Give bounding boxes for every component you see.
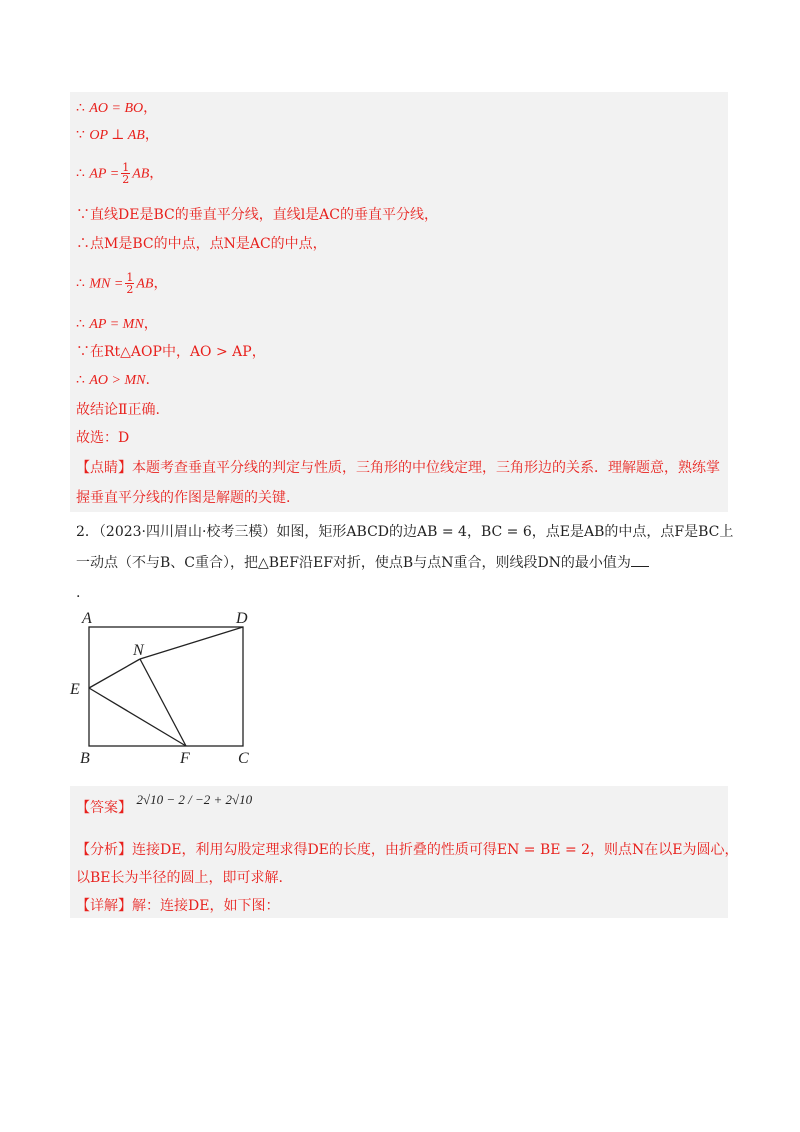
label-e: E bbox=[70, 681, 80, 698]
solution-line: 【点睛】本题考查垂直平分线的判定与性质，三角形的中位线定理，三角形边的关系．理解题意，熟练掌 bbox=[76, 460, 720, 476]
question-line: 2．（2023·四川眉山·校考三模）如图，矩形ABCD的边AB = 4，BC = 6，点E是AB的中点，点F是BC上 bbox=[76, 524, 734, 540]
solution-line: ∵ OP ⊥ AB， bbox=[76, 127, 159, 143]
answer-line: 【答案】 2√10 − 2 / −2 + 2√10 bbox=[76, 792, 253, 816]
analysis-line: 以BE长为半径的圆上，即可求解. bbox=[76, 870, 283, 886]
answer-blank bbox=[631, 554, 649, 567]
segment-nd bbox=[140, 627, 243, 659]
label-b: B bbox=[80, 750, 90, 767]
solution-line: 故结论Ⅱ正确. bbox=[76, 402, 160, 418]
label-d: D bbox=[236, 610, 248, 627]
solution-line: ∴ AP = $\frac{1}{2}$ AB， bbox=[76, 161, 164, 186]
solution-line: ∵直线DE是BC的垂直平分线，直线l是AC的垂直平分线， bbox=[76, 207, 439, 223]
solution-line: ∴点M是BC的中点，点N是AC的中点， bbox=[76, 236, 327, 252]
fraction: $\frac{1}{2}$ bbox=[126, 271, 134, 296]
solution-line: ∴ AP = MN， bbox=[76, 316, 158, 332]
geometry-figure bbox=[60, 605, 280, 770]
solution-line: 握垂直平分线的作图是解题的关键. bbox=[76, 490, 291, 506]
segment-en bbox=[89, 659, 140, 688]
detail-line: 【详解】解：连接DE，如下图： bbox=[76, 898, 280, 914]
label-n: N bbox=[133, 642, 144, 659]
solution-line: ∵在Rt△AOP中，AO > AP， bbox=[76, 344, 266, 360]
rectangle-abcd bbox=[89, 627, 243, 746]
label-f: F bbox=[180, 750, 190, 767]
label-a: A bbox=[82, 610, 92, 627]
question-line: 一动点（不与B、C重合），把△BEF沿EF对折，使点B与点N重合，则线段DN的最小值为 bbox=[76, 553, 649, 573]
solution-line: ∴ AO = BO， bbox=[76, 100, 158, 116]
solution-line: ∴ AO > MN. bbox=[76, 372, 150, 388]
question-line: . bbox=[76, 585, 81, 601]
fraction: $\frac{1}{2}$ bbox=[122, 161, 130, 186]
solution-line: ∴ MN = $\frac{1}{2}$ AB， bbox=[76, 271, 168, 296]
analysis-line: 【分析】连接DE，利用勾股定理求得DE的长度，由折叠的性质可得EN = BE = 2，则点N在以E为圆心， bbox=[76, 842, 739, 858]
solution-line: 故选：D bbox=[76, 430, 130, 446]
label-c: C bbox=[238, 750, 249, 767]
solution-block-1 bbox=[70, 92, 728, 512]
segment-ef bbox=[89, 688, 186, 746]
answer-value: 2√10 − 2 / −2 + 2√10 bbox=[136, 792, 253, 807]
solution-block-2 bbox=[70, 786, 739, 918]
